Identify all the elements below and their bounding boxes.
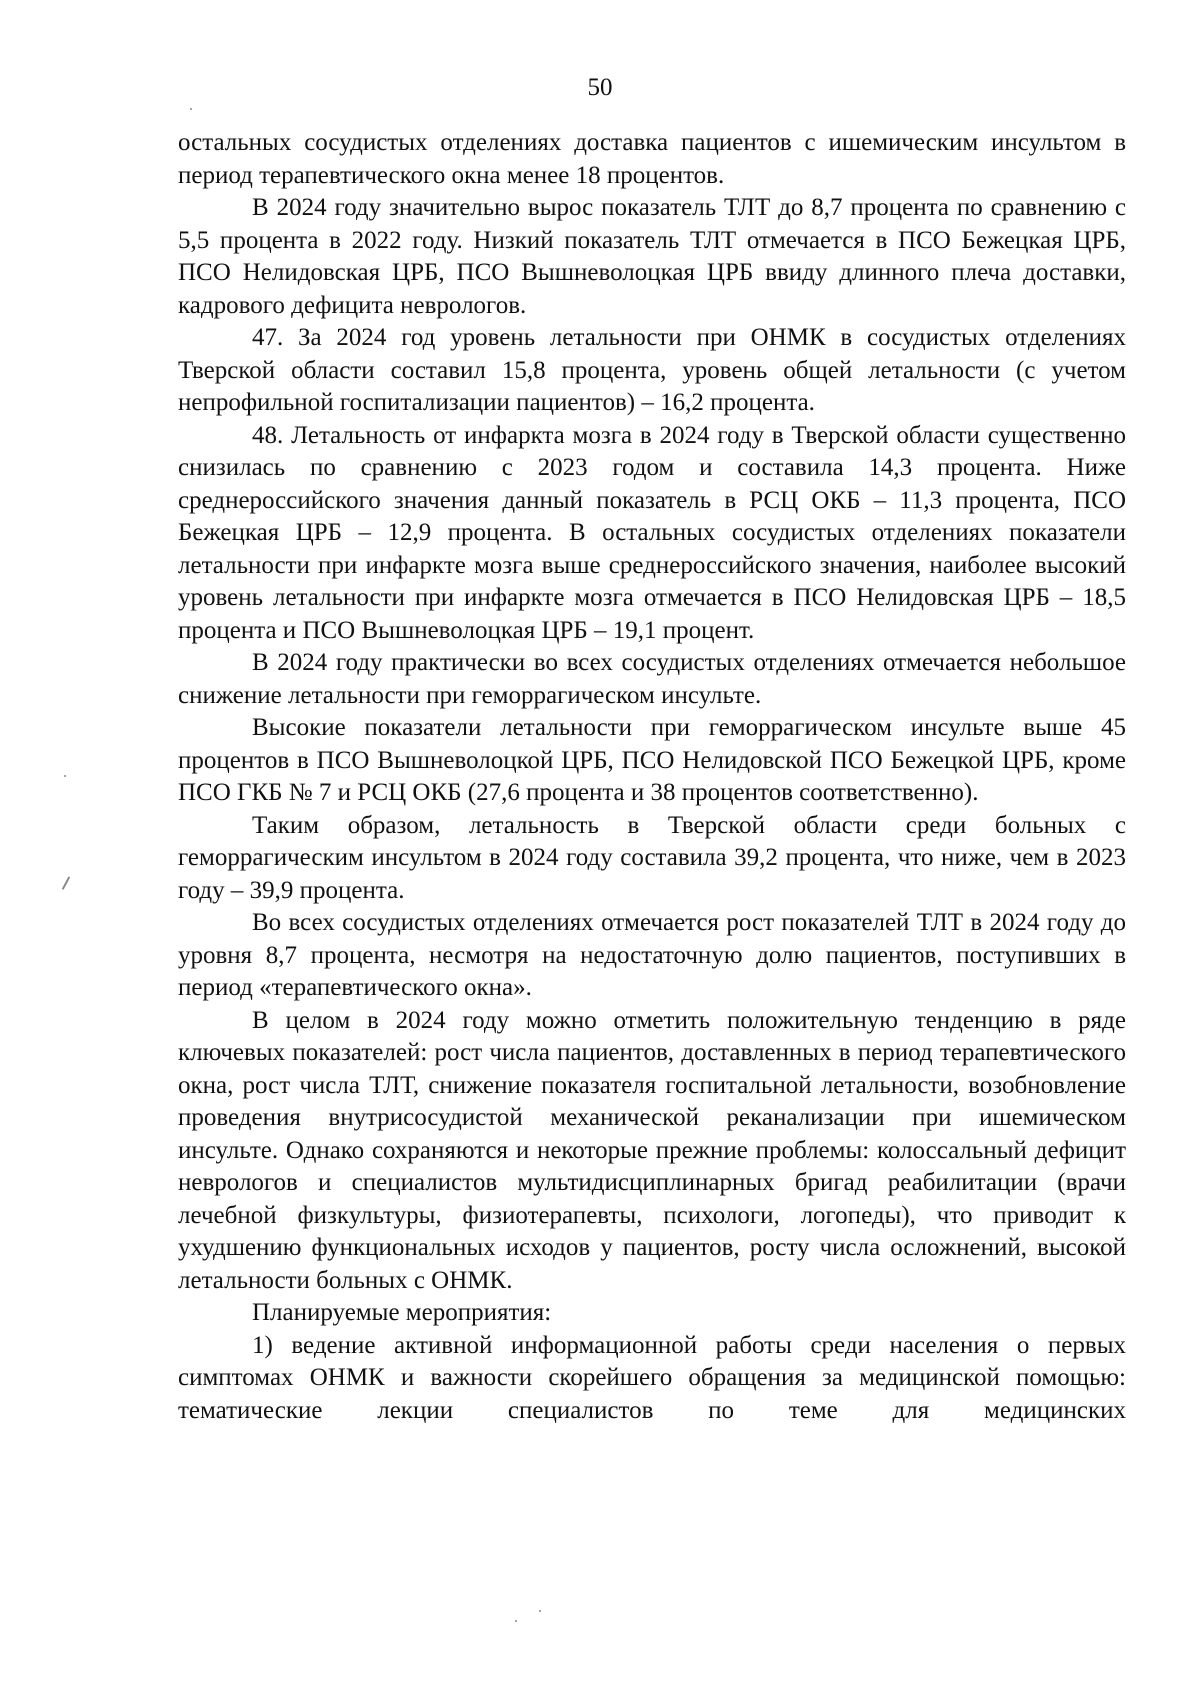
paragraph-tlt-rise: Во всех сосудистых отделениях отмечается рост показателей ТЛТ в 2024 году до уровня 8,7 процента, несмотря на недостаточную долю пациентов, поступивших в период «терапевтического окна». — [178, 909, 1126, 1001]
paragraph-tlt-growth: В 2024 году значительно вырос показатель ТЛТ до 8,7 процента по сравнению с 5,5 процента в 2022 году. Низкий показатель ТЛТ отмечается в ПСО Бежецкая ЦРБ, ПСО Нелидовская ЦРБ, ПСО Вышневолоцкая ЦРБ ввиду длинного плеча доставки, кадрового дефицита неврологов. — [178, 194, 1126, 319]
scan-speck — [515, 1620, 517, 1622]
paragraph-measure-1: 1) ведение активной информационной работы среди населения о первых симптомах ОНМК и важности скорейшего обращения за медицинской помощью: тематические лекции специалистов по теме для медицинских — [178, 1331, 1126, 1424]
paragraph-continuation: остальных сосудистых отделениях доставка пациентов с ишемическим инсультом в период терапевтического окна менее 18 процентов. — [178, 129, 1126, 189]
paragraph-summary-mortality: Таким образом, летальность в Тверской области среди больных с геморрагическим инсультом в 2024 году составила 39,2 процента, что ниже, чем в 2023 году – 39,9 процента. — [178, 811, 1126, 904]
page-number: 50 — [587, 74, 613, 101]
paragraph-hemorrhagic-decrease: В 2024 году практически во всех сосудистых отделениях отмечается небольшое снижение летальности при геморрагическом инсульте. — [178, 649, 1126, 709]
document-body — [178, 127, 1126, 1427]
scan-speck — [190, 108, 192, 110]
scan-speck — [539, 1610, 541, 1612]
scan-mark — [62, 876, 70, 889]
paragraph-high-mortality: Высокие показатели летальности при геморрагическом инсульте выше 45 процентов в ПСО Вышневолоцкой ЦРБ, ПСО Нелидовской ПСО Бежецкой ЦРБ, кроме ПСО ГКБ № 7 и РСЦ ОКБ (27,6 процента и 38 процентов соответственно). — [178, 714, 1126, 806]
paragraph-overall-trend: В целом в 2024 году можно отметить положительную тенденцию в ряде ключевых показателей: рост числа пациентов, доставленных в период терапевтического окна, рост числа ТЛТ, снижение показателя госпитальной летальности, возобновление проведения внутрисосудистой механической реканализации при ишемическом инсульте. Однако сохраняются и некоторые прежние проблемы: колоссальный дефицит неврологов и специалистов мультидисциплинарных бригад реабилитации (врачи лечебной физкультуры, физиотерапевты, психологи, логопеды), что приводит к ухудшению функциональных исходов у пациентов, росту числа осложнений, высокой летальности больных с ОНМК. — [178, 1006, 1126, 1294]
paragraph-item-47: 47. За 2024 год уровень летальности при ОНМК в сосудистых отделениях Тверской области составил 15,8 процента, уровень общей летальности (с учетом непрофильной госпитализации пациентов) – 16,2 процента. — [178, 324, 1126, 416]
paragraph-planned-measures-heading: Планируемые мероприятия: — [252, 1299, 552, 1326]
scan-speck — [64, 775, 66, 777]
paragraph-item-48: 48. Летальность от инфаркта мозга в 2024 году в Тверской области существенно снизилась по сравнению с 2023 годом и составила 14,3 процента. Ниже среднероссийского значения данный показатель в РСЦ ОКБ – 11,3 процента, ПСО Бежецкая ЦРБ – 12,9 процента. В остальных сосудистых отделениях показатели летальности при инфаркте мозга выше среднероссийского значения, наиболее высокий уровень летальности при инфаркте мозга отмечается в ПСО Нелидовская ЦРБ – 18,5 процента и ПСО Вышневолоцкая ЦРБ – 19,1 процент. — [178, 421, 1126, 644]
